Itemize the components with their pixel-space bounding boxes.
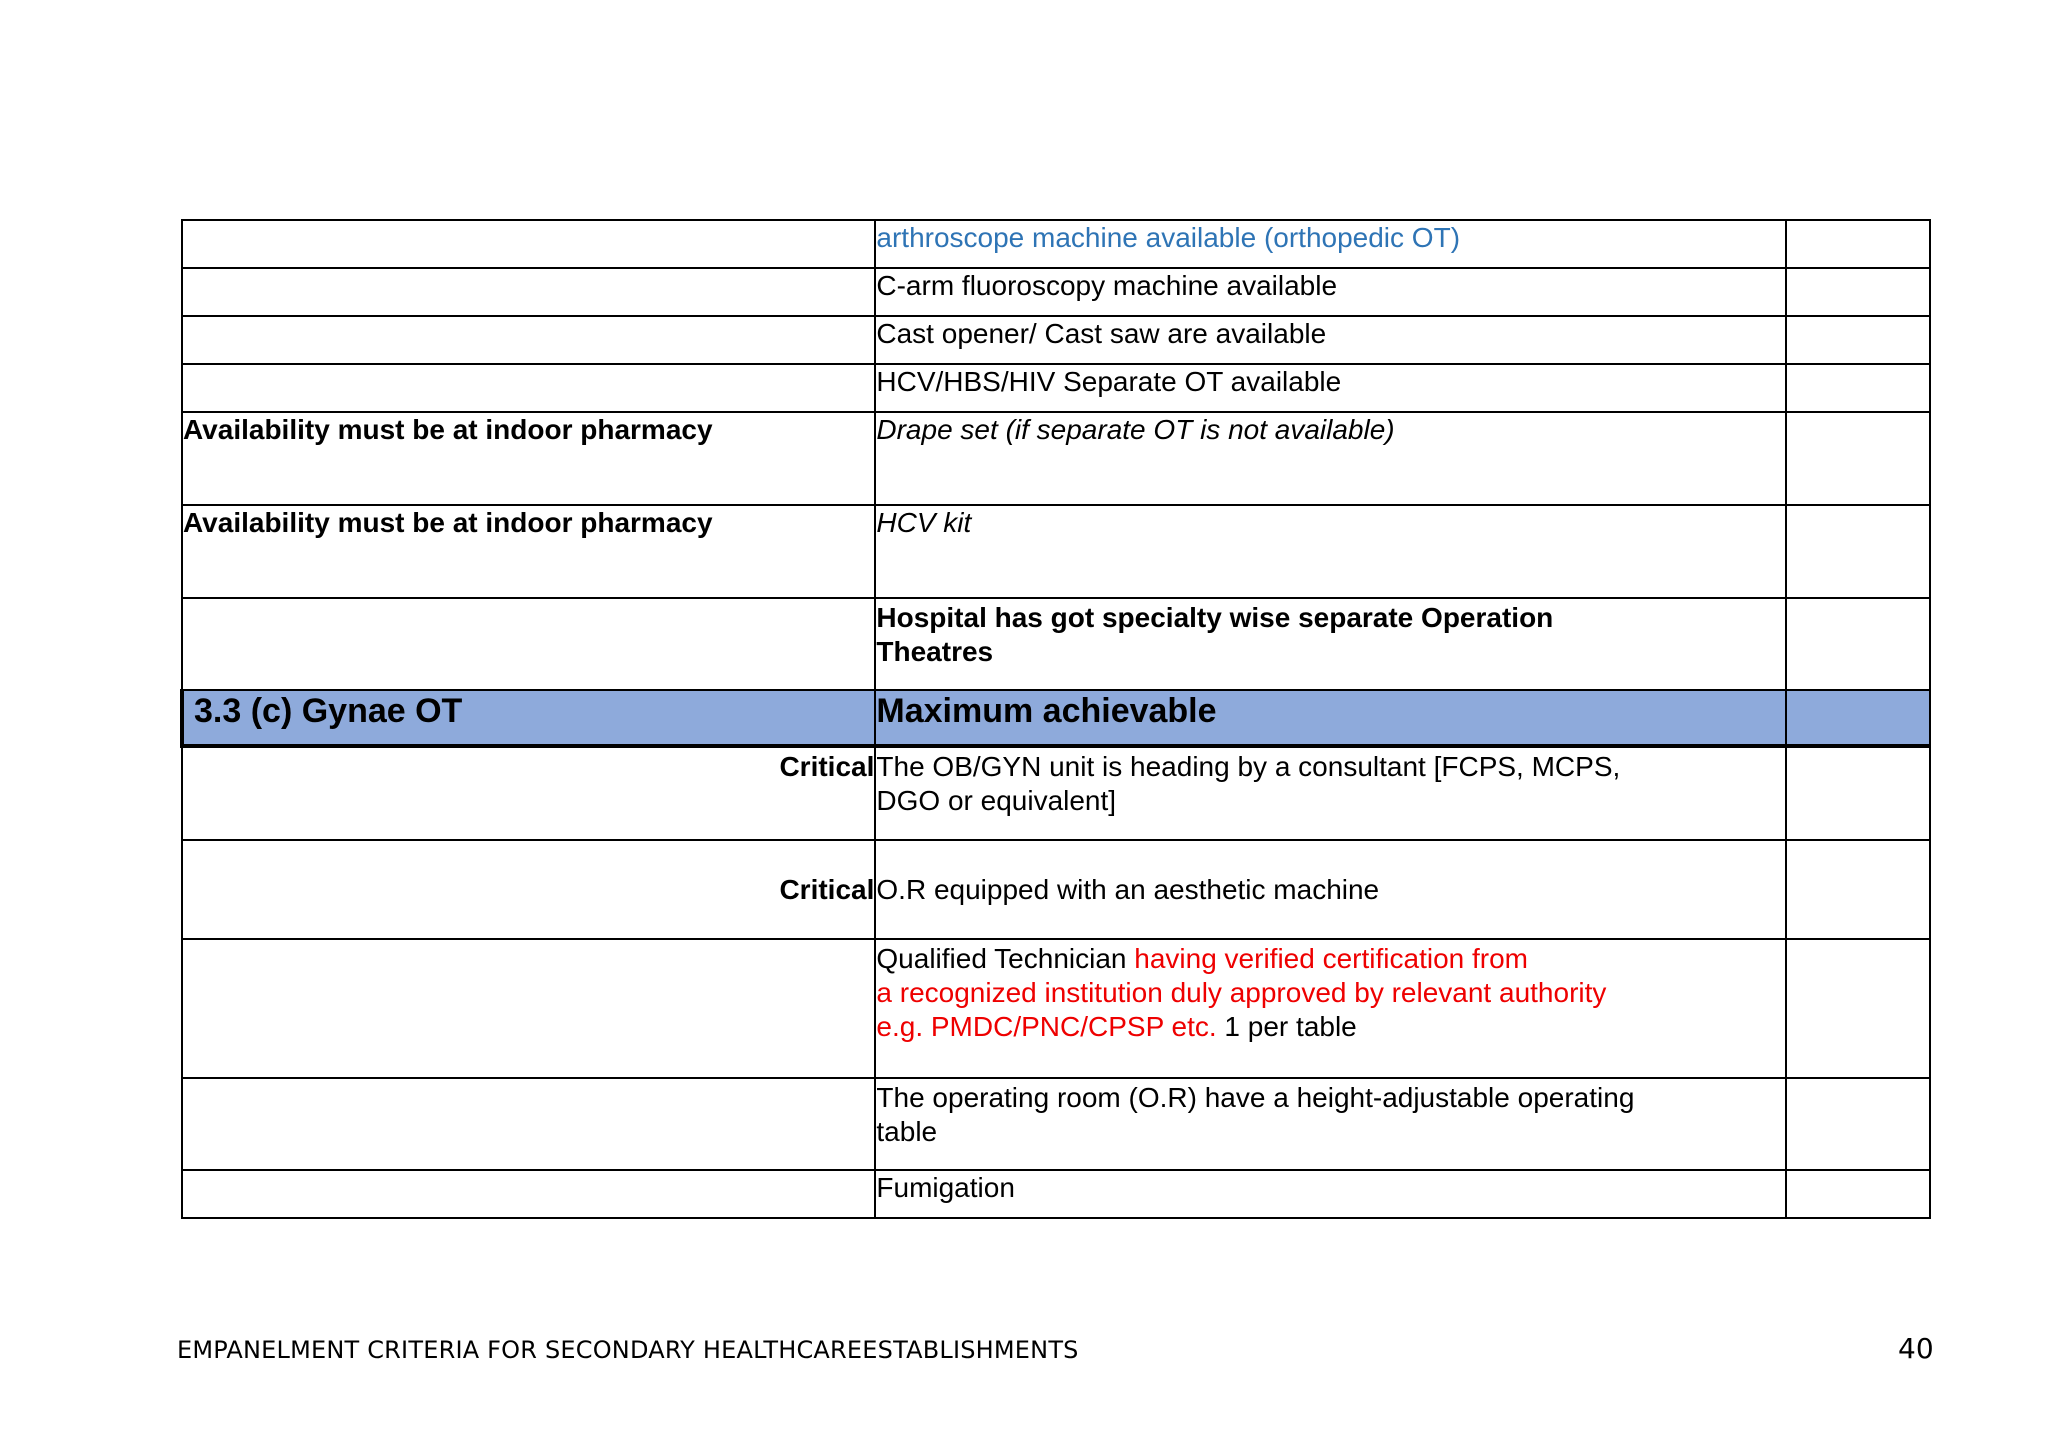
highlight-text: e.g. PMDC/PNC/CPSP etc. (876, 1011, 1217, 1042)
table-row (182, 316, 1930, 364)
criterion-text (875, 598, 1786, 690)
table-row (182, 939, 1930, 1078)
criterion-text: Drape set (if separate OT is not available) (875, 412, 1786, 505)
score-cell (1786, 1170, 1930, 1218)
table-row (182, 412, 1930, 505)
left-cell (182, 364, 875, 412)
left-cell (182, 268, 875, 316)
criterion-text: Cast opener/ Cast saw are available (875, 316, 1786, 364)
score-cell (1786, 220, 1930, 268)
left-cell (182, 939, 875, 1078)
table-row (182, 1078, 1930, 1170)
left-cell (182, 598, 875, 690)
plain-text: Qualified Technician (876, 943, 1135, 974)
highlight-text: a recognized institution duly approved by relevant authority (876, 977, 1607, 1008)
criterion-text: Fumigation (875, 1170, 1786, 1218)
requirement-note: Availability must be at indoor pharmacy (182, 412, 875, 505)
score-cell (1786, 840, 1930, 939)
critical-label: Critical (182, 840, 875, 939)
score-cell (1786, 316, 1930, 364)
criterion-text: HCV/HBS/HIV Separate OT available (875, 364, 1786, 412)
section-title: 3.3 (c) Gynae OT (182, 690, 875, 746)
table-row (182, 1170, 1930, 1218)
text-line: table (876, 1116, 938, 1147)
table-row (182, 598, 1930, 690)
criterion-text: C-arm fluoroscopy machine available (875, 268, 1786, 316)
footer-title: EMPANELMENT CRITERIA FOR SECONDARY HEALTHCAREESTABLISHMENTS (177, 1336, 1079, 1364)
plain-text: 1 per table (1216, 1011, 1357, 1042)
text-line: The OB/GYN unit is heading by a consultant [FCPS, MCPS, (876, 751, 1621, 782)
criterion-text: arthroscope machine available (orthopedic OT) (875, 220, 1786, 268)
score-cell (1786, 505, 1930, 598)
table-row (182, 505, 1930, 598)
left-cell (182, 220, 875, 268)
criterion-text (875, 746, 1786, 840)
text-line: Hospital has got specialty wise separate Operation (876, 602, 1554, 633)
table-row (182, 220, 1930, 268)
section-header-row (182, 690, 1930, 746)
table-row (182, 364, 1930, 412)
left-cell (182, 316, 875, 364)
text-line: DGO or equivalent] (876, 785, 1117, 816)
score-cell (1786, 746, 1930, 840)
left-cell (182, 1170, 875, 1218)
critical-label: Critical (182, 746, 875, 840)
section-max-label: Maximum achievable (875, 690, 1786, 746)
criterion-text (875, 1078, 1786, 1170)
text-line (876, 942, 1785, 976)
left-cell (182, 1078, 875, 1170)
score-cell (1786, 364, 1930, 412)
text-line: The operating room (O.R) have a height-adjustable operating (876, 1082, 1635, 1113)
score-cell (1786, 1078, 1930, 1170)
page-number: 40 (1898, 1332, 1934, 1365)
table-row (182, 746, 1930, 840)
criterion-text: O.R equipped with an aesthetic machine (875, 840, 1786, 939)
score-cell (1786, 939, 1930, 1078)
score-cell (1786, 412, 1930, 505)
requirement-note: Availability must be at indoor pharmacy (182, 505, 875, 598)
criteria-table (180, 219, 1931, 1219)
criterion-text (875, 939, 1786, 1078)
text-line: Theatres (876, 636, 994, 667)
highlight-text: having verified certification from (1134, 943, 1528, 974)
score-cell (1786, 690, 1930, 746)
score-cell (1786, 598, 1930, 690)
score-cell (1786, 268, 1930, 316)
text-line (876, 1010, 1785, 1044)
criterion-text: HCV kit (875, 505, 1786, 598)
table-row (182, 840, 1930, 939)
table-row (182, 268, 1930, 316)
